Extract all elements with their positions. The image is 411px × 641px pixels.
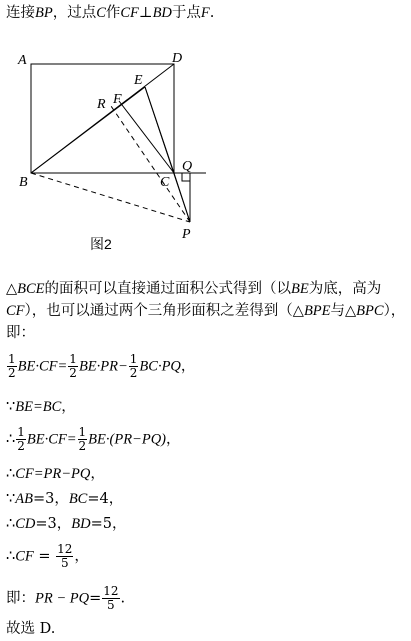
- eq3-term-1: BE·CF=: [26, 431, 77, 448]
- eq3-term-2: BE·(PR−PQ): [88, 431, 166, 448]
- denominator: 2: [69, 366, 77, 380]
- therefore-symbol: ∴: [6, 466, 16, 482]
- value-bc: =4，: [87, 491, 124, 507]
- eq4-text: CF=PR−PQ: [15, 466, 91, 482]
- therefore-symbol: ∴: [6, 516, 16, 532]
- eq8-end: .: [120, 590, 126, 607]
- intro-line: [6, 4, 214, 22]
- segment-bd: BD: [152, 5, 172, 21]
- fraction-12-5: [56, 543, 73, 570]
- perp-symbol: ⊥: [138, 5, 153, 21]
- denominator: 2: [8, 366, 16, 380]
- equation-7: [6, 543, 89, 570]
- para-text-5: ），即：: [6, 303, 406, 341]
- label-p: P: [182, 227, 191, 242]
- segment-bp: BP: [35, 5, 53, 21]
- seg-cf-result: CF: [15, 548, 34, 565]
- explanation-paragraph: [6, 278, 406, 344]
- para-text-2: 为底，高为: [308, 281, 382, 297]
- seg-cf: CF: [6, 303, 25, 319]
- eq4-end: ，: [90, 466, 105, 482]
- denominator: 5: [107, 598, 115, 612]
- equation-8: [6, 585, 125, 612]
- equals-sign: =: [33, 548, 56, 565]
- para-text-3: ），也可以通过两个三角形面积之差得到（△: [24, 303, 304, 319]
- equation-5: [6, 490, 123, 508]
- answer-line: 故选 D.: [6, 621, 56, 637]
- equation-6: [6, 515, 126, 533]
- equation-1: [6, 353, 195, 380]
- point-c: C: [96, 5, 106, 21]
- intro-prefix: 连接: [6, 5, 35, 21]
- numerator: 1: [8, 352, 16, 366]
- eq1-term-2: BE·PR−: [78, 358, 128, 375]
- therefore-symbol: ∴: [6, 548, 16, 565]
- eq8-prefix: 即：: [6, 590, 35, 607]
- fraction-half-4: [16, 426, 26, 453]
- eq2-text: BE=BC: [15, 399, 62, 415]
- seg-bc: BC: [68, 491, 88, 507]
- because-symbol: ∵: [6, 399, 16, 415]
- eq2-end: ，: [61, 399, 76, 415]
- fraction-12-5-final: [102, 585, 119, 612]
- therefore-symbol: ∴: [6, 431, 16, 448]
- point-f: F: [200, 5, 210, 21]
- intro-tail: 于点: [171, 5, 201, 21]
- equation-3: [6, 426, 181, 453]
- geometry-figure: [0, 44, 240, 254]
- numerator: 1: [78, 425, 87, 439]
- value-bd: =5，: [90, 516, 127, 532]
- denominator: 2: [129, 366, 138, 380]
- label-f: F: [113, 92, 122, 107]
- eq7-end: ，: [74, 548, 89, 565]
- numerator: 12: [103, 584, 119, 598]
- label-b: B: [19, 175, 28, 190]
- seg-be: BE: [291, 281, 309, 297]
- eq1-term-3: BC·PQ: [139, 358, 181, 375]
- seg-ab: AB: [15, 491, 33, 507]
- right-angle-mark: [182, 173, 190, 181]
- fraction-half-1: [7, 353, 17, 380]
- equals-sign: =: [89, 590, 102, 607]
- value-cd: =3，: [35, 516, 72, 532]
- value-ab: =3，: [32, 491, 69, 507]
- label-d: D: [172, 51, 183, 66]
- label-c: C: [160, 175, 170, 190]
- numerator: 12: [57, 542, 73, 556]
- para-text-4: 与△: [330, 303, 357, 319]
- seg-bd: BD: [71, 516, 91, 532]
- numerator: 1: [17, 425, 25, 439]
- tri-bpc: BPC: [356, 303, 384, 319]
- label-e: E: [134, 73, 143, 88]
- denominator: 5: [60, 556, 69, 570]
- eq1-term-1: BE·CF=: [17, 358, 68, 375]
- label-r: R: [97, 97, 106, 112]
- triangle-symbol: △: [6, 281, 18, 297]
- tri-bpe: BPE: [303, 303, 331, 319]
- equation-4: [6, 465, 105, 483]
- fraction-half-2: [68, 353, 78, 380]
- intro-end: .: [209, 5, 215, 21]
- line-pr-dashed: [111, 106, 193, 222]
- fraction-half-5: [78, 426, 88, 453]
- numerator: 1: [69, 352, 77, 366]
- intro-mid: ，过点: [52, 5, 97, 21]
- para-text-1: 的面积可以直接通过面积公式得到（以: [44, 281, 292, 297]
- eq3-end: ，: [166, 431, 181, 448]
- equation-2: [6, 398, 76, 416]
- seg-cd: CD: [15, 516, 36, 532]
- label-q: Q: [182, 159, 193, 174]
- line-cf: [119, 101, 174, 173]
- denominator: 2: [17, 439, 25, 453]
- figure-caption: 图2: [90, 236, 112, 252]
- intro-act: 作: [105, 5, 121, 21]
- eq1-end: ，: [180, 358, 196, 375]
- eq8-term: PR − PQ: [35, 590, 90, 607]
- segment-cf: CF: [120, 5, 139, 21]
- tri-bce: BCE: [17, 281, 45, 297]
- label-a: A: [18, 53, 27, 68]
- denominator: 2: [78, 439, 87, 453]
- because-symbol: ∵: [6, 491, 16, 507]
- fraction-half-3: [129, 353, 139, 380]
- numerator: 1: [129, 352, 138, 366]
